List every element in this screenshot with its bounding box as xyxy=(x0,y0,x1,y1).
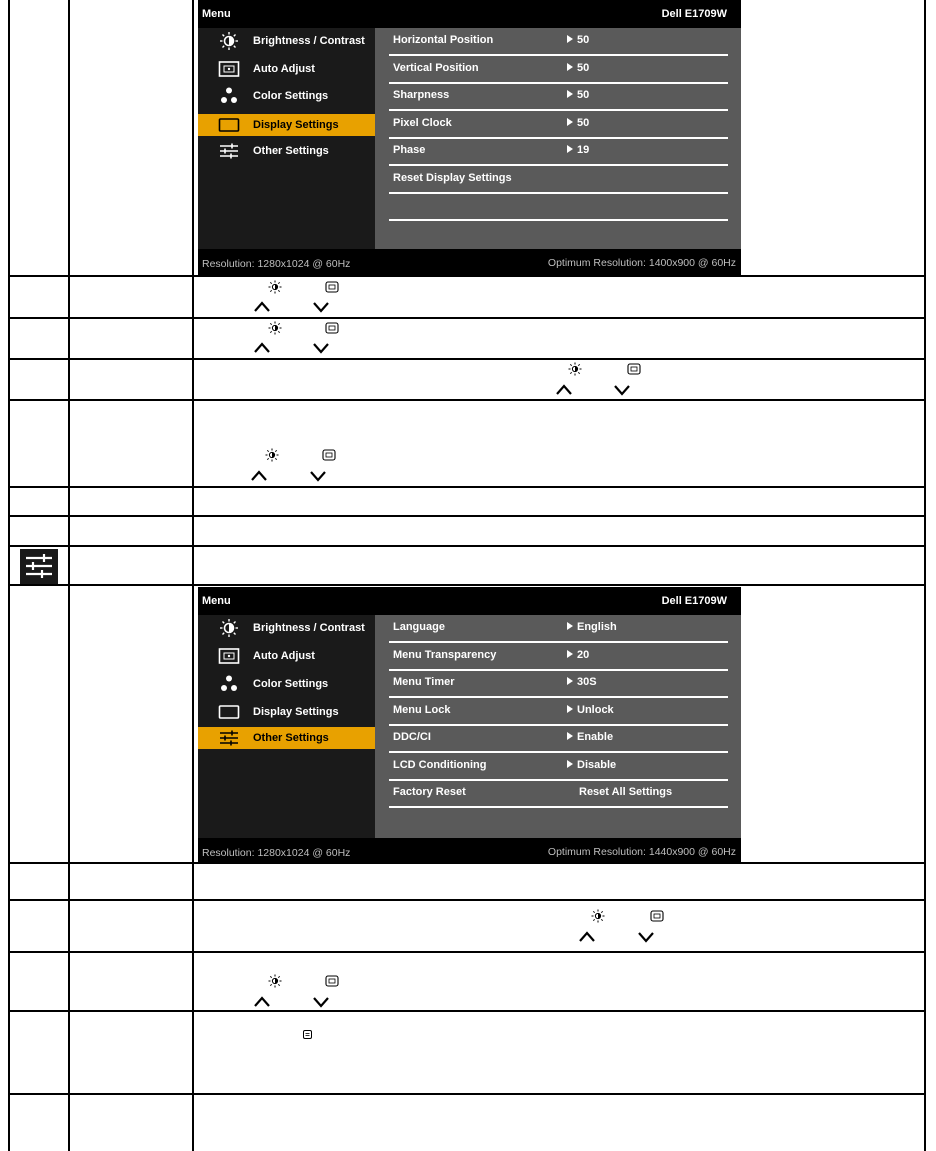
brightness-icon xyxy=(591,909,605,923)
setting-name: Pixel Clock xyxy=(393,117,452,129)
auto-adjust-icon xyxy=(218,647,240,665)
value-arrow-icon xyxy=(567,90,573,98)
setting-name: LCD Conditioning xyxy=(393,759,487,771)
setting-value-text: 19 xyxy=(577,144,590,156)
setting-value xyxy=(567,89,589,101)
osd-setting-pixel-clock[interactable] xyxy=(389,111,728,139)
down-arrow-icon xyxy=(613,384,631,396)
osd-setting-empty xyxy=(389,193,728,221)
osd-item-other-settings[interactable] xyxy=(198,140,375,162)
setting-value xyxy=(567,62,589,74)
setting-value-text: 50 xyxy=(577,62,590,74)
osd-item-label: Brightness / Contrast xyxy=(253,35,365,47)
osd-setting-phase[interactable] xyxy=(389,138,728,166)
osd-item-brightness-contrast[interactable] xyxy=(198,30,375,52)
setting-value-text: 20 xyxy=(577,649,590,661)
osd-setting-menu-timer[interactable] xyxy=(389,670,728,698)
setting-value-text: 50 xyxy=(577,117,590,129)
other-settings-icon xyxy=(218,729,240,747)
brightness-icon xyxy=(268,321,282,335)
setting-value-text: 50 xyxy=(577,89,590,101)
osd-optimum-resolution: Optimum Resolution: 1440x900 @ 60Hz xyxy=(547,846,736,858)
grid-col-line xyxy=(8,0,10,1151)
osd-display-settings xyxy=(198,0,741,275)
setting-value-text: English xyxy=(577,621,617,633)
value-arrow-icon xyxy=(567,35,573,43)
setting-name: Factory Reset xyxy=(393,786,466,798)
setting-value xyxy=(567,621,617,633)
osd-left-menu xyxy=(198,28,375,249)
setting-value-text: 30S xyxy=(577,676,597,688)
brightness-icon xyxy=(268,280,282,294)
grid-col-line xyxy=(192,0,194,1151)
setting-value xyxy=(567,676,597,688)
up-arrow-icon xyxy=(253,301,271,313)
osd-item-label: Auto Adjust xyxy=(253,63,315,75)
osd-setting-reset-display[interactable] xyxy=(389,166,728,194)
osd-footer xyxy=(198,249,741,275)
setting-value-text: Unlock xyxy=(577,704,614,716)
grid-row-line xyxy=(8,486,926,488)
osd-item-color-settings[interactable] xyxy=(198,85,375,107)
grid-row-line xyxy=(8,545,926,547)
osd-item-color-settings[interactable] xyxy=(198,673,375,695)
osd-menu-label: Menu xyxy=(202,8,231,20)
auto-adjust-icon xyxy=(322,448,336,462)
grid-row-line xyxy=(8,275,926,277)
osd-resolution: Resolution: 1280x1024 @ 60Hz xyxy=(202,258,351,270)
other-settings-icon xyxy=(218,142,240,160)
osd-item-label: Color Settings xyxy=(253,678,329,690)
setting-value xyxy=(567,117,589,129)
brightness-icon xyxy=(268,974,282,988)
osd-item-other-settings[interactable] xyxy=(198,727,375,749)
grid-row-line xyxy=(8,399,926,401)
brightness-icon xyxy=(265,448,279,462)
osd-item-label: Auto Adjust xyxy=(253,650,315,662)
grid-row-line xyxy=(8,584,926,586)
down-arrow-icon xyxy=(312,996,330,1008)
grid-row-line xyxy=(8,1093,926,1095)
setting-value xyxy=(567,34,589,46)
setting-name: Menu Lock xyxy=(393,704,451,716)
brightness-icon xyxy=(218,619,240,637)
up-arrow-icon xyxy=(253,342,271,354)
value-arrow-icon xyxy=(567,622,573,630)
menu-icon xyxy=(303,1030,312,1039)
brightness-icon xyxy=(218,32,240,50)
auto-adjust-icon xyxy=(325,280,339,294)
auto-adjust-icon xyxy=(650,909,664,923)
up-arrow-icon xyxy=(578,931,596,943)
auto-adjust-icon xyxy=(627,362,641,376)
osd-menu-label: Menu xyxy=(202,595,231,607)
setting-name: Menu Timer xyxy=(393,676,455,688)
setting-name: Reset Display Settings xyxy=(393,172,512,184)
setting-value xyxy=(567,144,589,156)
osd-header xyxy=(198,0,741,28)
osd-optimum-resolution: Optimum Resolution: 1400x900 @ 60Hz xyxy=(547,257,736,269)
value-arrow-icon xyxy=(567,760,573,768)
grid-row-line xyxy=(8,358,926,360)
osd-item-auto-adjust[interactable] xyxy=(198,645,375,667)
setting-value-text: 50 xyxy=(577,34,590,46)
up-arrow-icon xyxy=(555,384,573,396)
setting-value xyxy=(567,731,613,743)
setting-name: Sharpness xyxy=(393,89,450,101)
osd-setting-vertical-position[interactable] xyxy=(389,56,728,84)
value-arrow-icon xyxy=(567,732,573,740)
setting-value xyxy=(567,649,589,661)
grid-row-line xyxy=(8,515,926,517)
osd-model-label: Dell E1709W xyxy=(661,595,727,607)
color-settings-icon xyxy=(218,87,240,105)
osd-footer xyxy=(198,838,741,864)
setting-name: Horizontal Position xyxy=(393,34,494,46)
osd-setting-horizontal-position[interactable] xyxy=(389,28,728,56)
osd-setting-sharpness[interactable] xyxy=(389,83,728,111)
osd-item-brightness-contrast[interactable] xyxy=(198,617,375,639)
osd-setting-language[interactable] xyxy=(389,615,728,643)
other-settings-icon xyxy=(20,549,58,584)
value-arrow-icon xyxy=(567,650,573,658)
grid-row-line xyxy=(8,317,926,319)
osd-other-settings xyxy=(198,587,741,864)
up-arrow-icon xyxy=(250,470,268,482)
grid-row-line xyxy=(8,899,926,901)
grid-row-line xyxy=(8,1010,926,1012)
setting-name: Language xyxy=(393,621,445,633)
osd-item-label: Display Settings xyxy=(253,119,339,131)
osd-header xyxy=(198,587,741,615)
setting-value-text: Enable xyxy=(577,731,614,743)
setting-name: Menu Transparency xyxy=(393,649,497,661)
down-arrow-icon xyxy=(637,931,655,943)
osd-item-display-settings[interactable] xyxy=(198,114,375,136)
setting-name: Vertical Position xyxy=(393,62,479,74)
auto-adjust-icon xyxy=(325,321,339,335)
setting-value-text: Disable xyxy=(577,759,617,771)
setting-name: DDC/CI xyxy=(393,731,431,743)
osd-item-label: Brightness / Contrast xyxy=(253,622,365,634)
auto-adjust-icon xyxy=(218,60,240,78)
down-arrow-icon xyxy=(309,470,327,482)
osd-left-menu xyxy=(198,615,375,838)
osd-setting-factory-reset[interactable] xyxy=(389,780,728,808)
auto-adjust-icon xyxy=(325,974,339,988)
setting-name: Phase xyxy=(393,144,426,156)
down-arrow-icon xyxy=(312,342,330,354)
up-arrow-icon xyxy=(253,996,271,1008)
value-arrow-icon xyxy=(567,705,573,713)
osd-item-auto-adjust[interactable] xyxy=(198,58,375,80)
osd-resolution: Resolution: 1280x1024 @ 60Hz xyxy=(202,847,351,859)
osd-model-label: Dell E1709W xyxy=(661,8,727,20)
setting-value xyxy=(567,759,616,771)
value-arrow-icon xyxy=(567,145,573,153)
osd-right-panel xyxy=(375,28,741,249)
value-arrow-icon xyxy=(567,63,573,71)
osd-item-label: Other Settings xyxy=(253,145,329,157)
osd-setting-menu-transparency[interactable] xyxy=(389,643,728,671)
osd-item-display-settings[interactable] xyxy=(198,701,375,723)
osd-setting-lcd-conditioning[interactable] xyxy=(389,753,728,781)
osd-item-label: Other Settings xyxy=(253,732,329,744)
osd-item-label: Color Settings xyxy=(253,90,329,102)
grid-col-line xyxy=(924,0,926,1151)
grid-row-line xyxy=(8,951,926,953)
display-settings-icon xyxy=(218,116,240,134)
grid-col-line xyxy=(68,0,70,1151)
color-settings-icon xyxy=(218,675,240,693)
osd-setting-menu-lock[interactable] xyxy=(389,698,728,726)
down-arrow-icon xyxy=(312,301,330,313)
osd-right-panel xyxy=(375,615,741,838)
value-arrow-icon xyxy=(567,677,573,685)
display-settings-icon xyxy=(218,703,240,721)
setting-value xyxy=(567,704,614,716)
value-arrow-icon xyxy=(567,118,573,126)
osd-item-label: Display Settings xyxy=(253,706,339,718)
osd-setting-ddc-ci[interactable] xyxy=(389,725,728,753)
brightness-icon xyxy=(568,362,582,376)
setting-value: Reset All Settings xyxy=(579,786,673,798)
